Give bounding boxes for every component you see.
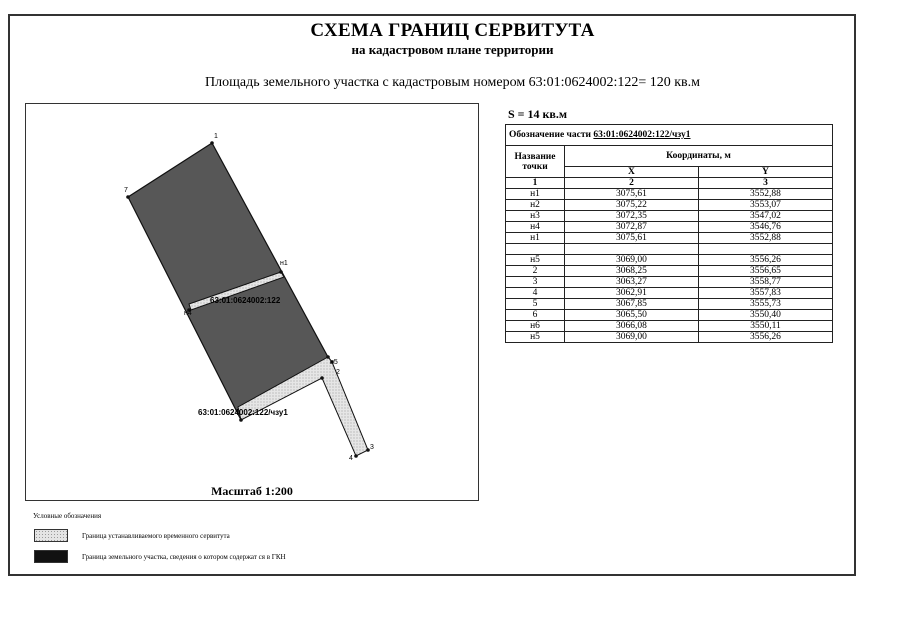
y-cell: 3556,65 bbox=[698, 266, 832, 277]
parcel-area-line: Площадь земельного участка с кадастровым номером 63:01:0624002:122= 120 кв.м bbox=[204, 75, 701, 90]
header-num-2: 2 bbox=[565, 178, 699, 189]
point-label-1: 1 bbox=[214, 133, 218, 140]
header-y: Y bbox=[698, 167, 832, 178]
table-row bbox=[506, 189, 833, 200]
part-id: 63:01:0624002:122/чзу1 bbox=[593, 130, 691, 140]
table-row bbox=[506, 321, 833, 332]
table-row bbox=[506, 244, 833, 255]
point-name-cell: н1 bbox=[506, 189, 565, 200]
y-cell: 3553,07 bbox=[698, 200, 832, 211]
table-row bbox=[506, 288, 833, 299]
document-subtitle: на кадастровом плане территории bbox=[351, 42, 554, 57]
header-num-1: 1 bbox=[506, 178, 565, 189]
y-cell: 3557,83 bbox=[698, 288, 832, 299]
table-row bbox=[506, 233, 833, 244]
point-label-3: 3 bbox=[370, 444, 374, 451]
header-num-3: 3 bbox=[698, 178, 832, 189]
point-name-cell: н4 bbox=[506, 222, 565, 233]
x-cell: 3075,22 bbox=[565, 200, 699, 211]
x-cell bbox=[565, 244, 699, 255]
point-name-cell: н1 bbox=[506, 233, 565, 244]
y-cell: 3550,11 bbox=[698, 321, 832, 332]
servitude-area: S = 14 кв.м bbox=[508, 107, 568, 121]
map-drawing bbox=[26, 104, 478, 500]
y-cell: 3547,02 bbox=[698, 211, 832, 222]
parcel-cadastral-label: 63:01:0624002:122 bbox=[210, 296, 281, 305]
table-row bbox=[506, 277, 833, 288]
servitude-part-label: 63:01:0624002:122/чзу1 bbox=[198, 408, 288, 417]
part-prefix: Обозначение части bbox=[509, 130, 594, 140]
point-name-cell: н3 bbox=[506, 211, 565, 222]
part-designation bbox=[506, 125, 833, 146]
point-name-cell bbox=[506, 244, 565, 255]
y-cell: 3552,88 bbox=[698, 189, 832, 200]
x-cell: 3068,25 bbox=[565, 266, 699, 277]
table-row bbox=[506, 255, 833, 266]
coordinates-table bbox=[505, 124, 833, 343]
x-cell: 3063,27 bbox=[565, 277, 699, 288]
point-name-cell: 3 bbox=[506, 277, 565, 288]
y-cell: 3546,76 bbox=[698, 222, 832, 233]
table-row bbox=[506, 211, 833, 222]
y-cell bbox=[698, 244, 832, 255]
table-row bbox=[506, 332, 833, 343]
legend-parcel-swatch bbox=[34, 550, 68, 563]
y-cell: 3552,88 bbox=[698, 233, 832, 244]
table-row bbox=[506, 222, 833, 233]
y-cell: 3558,77 bbox=[698, 277, 832, 288]
x-cell: 3069,00 bbox=[565, 332, 699, 343]
point-label-2: 2 bbox=[336, 369, 340, 376]
point-name-cell: 4 bbox=[506, 288, 565, 299]
x-cell: 3065,50 bbox=[565, 310, 699, 321]
x-cell: 3072,87 bbox=[565, 222, 699, 233]
y-cell: 3556,26 bbox=[698, 332, 832, 343]
table-row bbox=[506, 299, 833, 310]
y-cell: 3550,40 bbox=[698, 310, 832, 321]
point-name-cell: н6 bbox=[506, 321, 565, 332]
point-label-7: 7 bbox=[124, 187, 128, 194]
table-row bbox=[506, 266, 833, 277]
point-name-cell: 6 bbox=[506, 310, 565, 321]
x-cell: 3069,00 bbox=[565, 255, 699, 266]
legend-servitude-label: Граница устанавливаемого временного сервитута bbox=[82, 532, 230, 540]
cadastral-map bbox=[25, 103, 479, 501]
y-cell: 3556,26 bbox=[698, 255, 832, 266]
point-name-cell: 5 bbox=[506, 299, 565, 310]
header-coordinates: Координаты, м bbox=[565, 146, 833, 167]
x-cell: 3075,61 bbox=[565, 189, 699, 200]
point-name-cell: н5 bbox=[506, 255, 565, 266]
point-name-cell: н2 bbox=[506, 200, 565, 211]
map-scale: Масштаб 1:200 bbox=[211, 484, 293, 498]
document-title: СХЕМА ГРАНИЦ СЕРВИТУТА bbox=[310, 20, 595, 41]
x-cell: 3072,35 bbox=[565, 211, 699, 222]
header-point-name: Название точки bbox=[506, 146, 565, 178]
point-label-4: 4 bbox=[349, 455, 353, 462]
header-x: X bbox=[565, 167, 699, 178]
table-row bbox=[506, 200, 833, 211]
x-cell: 3066,08 bbox=[565, 321, 699, 332]
y-cell: 3555,73 bbox=[698, 299, 832, 310]
table-row bbox=[506, 310, 833, 321]
legend-parcel-label: Граница земельного участка, сведения о котором содержат ся в ГКН bbox=[82, 553, 286, 561]
point-label-n5: н5 bbox=[330, 359, 338, 366]
point-name-cell: 2 bbox=[506, 266, 565, 277]
x-cell: 3062,91 bbox=[565, 288, 699, 299]
point-name-cell: н5 bbox=[506, 332, 565, 343]
x-cell: 3067,85 bbox=[565, 299, 699, 310]
legend-servitude-swatch bbox=[34, 529, 68, 542]
x-cell: 3075,61 bbox=[565, 233, 699, 244]
point-label-n4: н4 bbox=[184, 310, 192, 317]
legend-title: Условные обозначения bbox=[33, 512, 102, 520]
point-label-n1: н1 bbox=[280, 260, 288, 267]
